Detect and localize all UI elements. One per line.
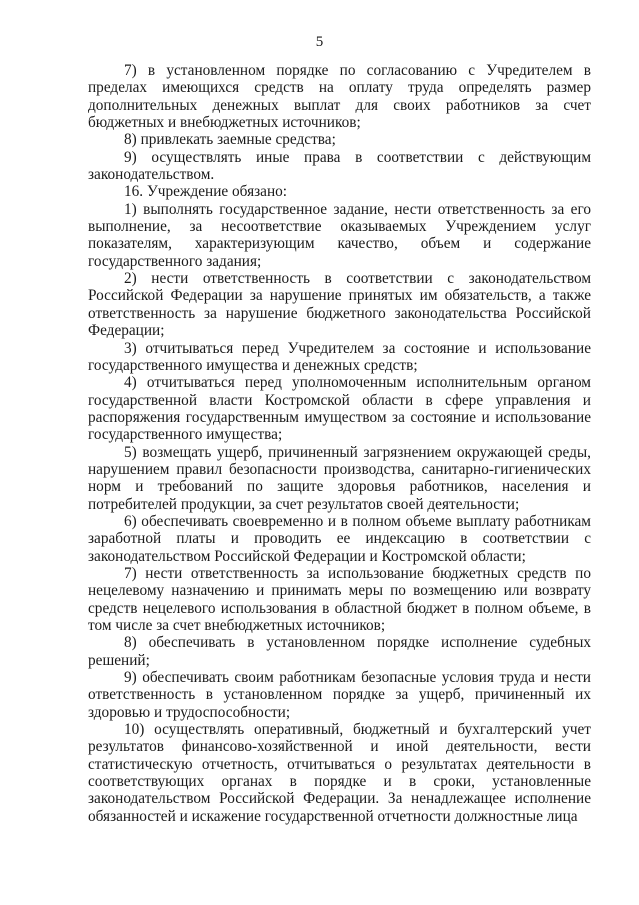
paragraph-9-other-rights: 9) осуществлять иные права в соответствии с действующим законодательством. — [88, 148, 591, 184]
duty-7-budget-funds: 7) нести ответственность за использование бюджетных средств по нецелевому назначению и принимать меры по возмещению или возврату средств нецелевого использования в областной бюджет в полном объеме, в том числе за счет внебюджетных источников; — [88, 564, 591, 634]
document-body — [88, 62, 591, 825]
paragraph-7-salary-payments: 7) в установленном порядке по согласованию с Учредителем в пределах имеющихся средств на оплату труда определять размер дополнительных денежных выплат для своих работников за счет бюджетных и внебюджетных источников; — [88, 62, 591, 132]
duty-4-report-to-authority: 4) отчитываться перед уполномоченным исполнительным органом государственной власти Костромской области в сфере управления и распоряжения государственным имуществом за состояние и использование государственного имущества; — [88, 374, 591, 444]
page-number: 5 — [315, 34, 324, 50]
duty-1-state-assignment: 1) выполнять государственное задание, нести ответственность за его выполнение, за несоответствие оказываемых Учреждением услуг показателям, характеризующим качество, объем и содержание государственного задания; — [88, 200, 591, 270]
duty-2-responsibility: 2) нести ответственность в соответствии с законодательством Российской Федерации за нарушение принятых им обязательств, а также ответственность за нарушение бюджетного законодательства Российской Федерации; — [88, 270, 591, 340]
section-16-heading: 16. Учреждение обязано: — [124, 183, 288, 201]
duty-6-wages: 6) обеспечивать своевременно и в полном объеме выплату работникам заработной платы и проводить ее индексацию в соответствии с законодательством Российской Федерации и Костромской области; — [88, 512, 591, 565]
duty-9-safe-conditions: 9) обеспечивать своим работникам безопасные условия труда и нести ответственность в установленном порядке за ущерб, причиненный их здоровью и трудоспособности; — [88, 669, 591, 721]
duty-8-court-decisions: 8) обеспечивать в установленном порядке исполнение судебных решений; — [88, 634, 591, 669]
duty-3-report-to-founder: 3) отчитываться перед Учредителем за состояние и использование государственного имущества и денежных средств; — [88, 339, 591, 374]
duty-10-accounting: 10) осуществлять оперативный, бюджетный и бухгалтерский учет результатов финансово-хозяйственной и иной деятельности, вести статистическую отчетность, отчитываться о результатах деятельности в соответствующих органах в порядке и в сроки, установленные законодательством Российской Федерации. За ненадлежащее исполнение обязанностей и искажение государственной отчетности должностные лица — [88, 721, 591, 825]
paragraph-8-borrowed-funds: 8) привлекать заемные средства; — [124, 131, 336, 149]
duty-5-compensate-damage: 5) возмещать ущерб, причиненный загрязнением окружающей среды, нарушением правил безопасности производства, санитарно-гигиенических норм и требований по защите здоровья работников, населения и потребителей продукции, за счет результатов своей деятельности; — [88, 443, 591, 513]
